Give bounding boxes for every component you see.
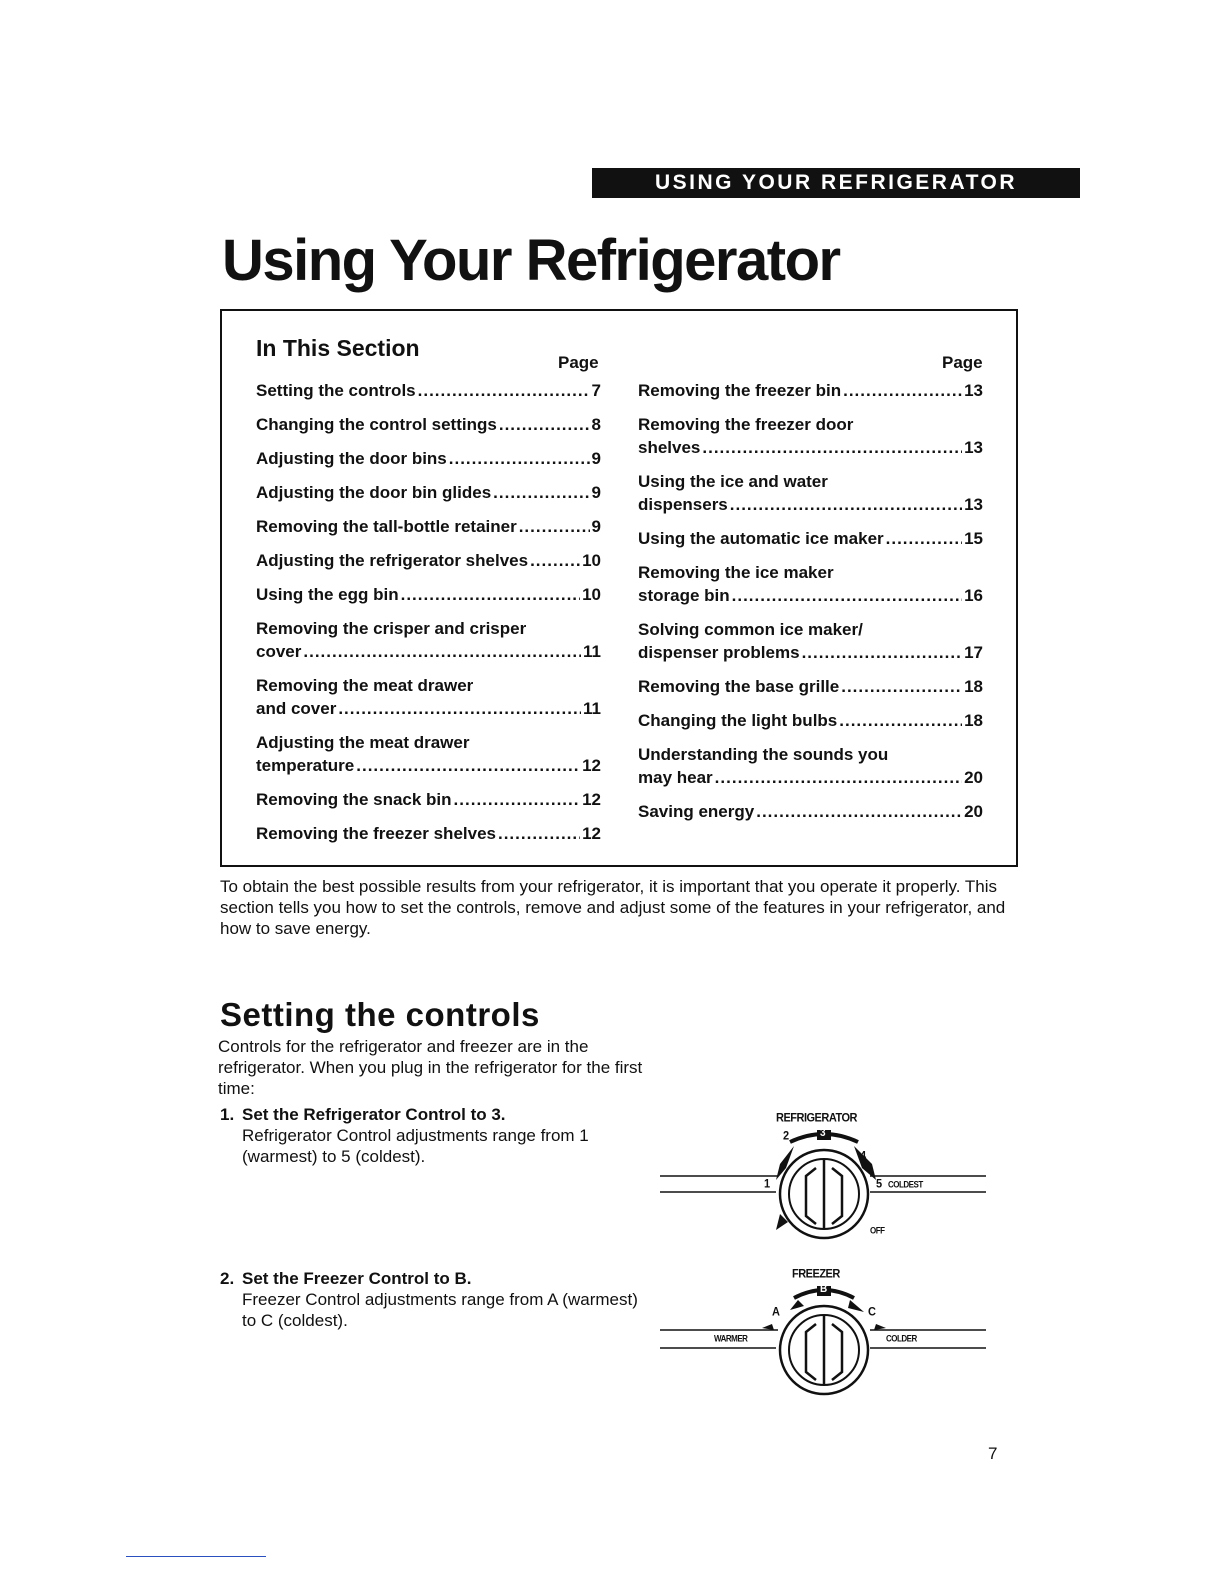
toc-entry xyxy=(638,709,983,732)
toc-entry-page: 20 xyxy=(964,802,983,821)
step-number: 2. xyxy=(220,1269,235,1288)
toc-leader-dots xyxy=(338,697,581,720)
toc-entry-page: 12 xyxy=(582,756,601,775)
step-number: 1. xyxy=(220,1105,235,1124)
toc-leader-dots xyxy=(886,527,962,550)
toc-entry xyxy=(256,379,601,402)
toc-entry-page: 7 xyxy=(591,381,601,400)
toc-entry xyxy=(638,743,983,789)
freezer-dial-setting: B xyxy=(820,1283,827,1296)
toc-entry-page: 15 xyxy=(964,529,983,548)
freezer-colder-label: COLDER xyxy=(886,1333,917,1344)
toc-entry-text: Removing the base grille xyxy=(638,677,840,696)
page-title: Using Your Refrigerator xyxy=(222,228,840,293)
toc-entry xyxy=(638,800,983,823)
toc-entry-text: Adjusting the meat drawer xyxy=(256,733,470,752)
toc-entry-page: 10 xyxy=(582,585,601,604)
toc-leader-dots xyxy=(454,788,581,811)
toc-entry xyxy=(638,413,983,459)
toc-entry-text: Removing the crisper and crisper xyxy=(256,619,527,638)
refrigerator-dial-icon xyxy=(658,1124,988,1254)
toc-entry xyxy=(256,447,601,470)
freezer-dial-icon xyxy=(658,1280,988,1405)
toc-leader-dots xyxy=(493,481,589,504)
toc-entry-text: Removing the freezer door xyxy=(638,415,854,434)
toc-entry-text: shelves xyxy=(638,438,701,457)
freezer-dial-mark-a: A xyxy=(772,1305,780,1319)
toc-entry-text: Understanding the sounds you xyxy=(638,745,889,764)
refrigerator-dial-mark-2: 2 xyxy=(783,1129,789,1143)
toc-heading: In This Section xyxy=(256,335,420,361)
toc-entry-text: Removing the tall-bottle retainer xyxy=(256,517,517,536)
toc-leader-dots xyxy=(303,640,581,663)
toc-entry xyxy=(256,515,601,538)
intro-paragraph: To obtain the best possible results from your refrigerator, it is important that you operate it properly. This section tells you how to set the controls, remove and adjust some of the features in your refrigerator, and how to save energy. xyxy=(220,877,1006,938)
toc-leader-dots xyxy=(732,584,962,607)
toc-entry-text: Using the ice and water xyxy=(638,472,828,491)
toc-entry-text: Setting the controls xyxy=(256,381,416,400)
toc-entry xyxy=(638,618,983,664)
refrigerator-coldest-label: COLDEST xyxy=(888,1179,923,1190)
toc-entry-page: 9 xyxy=(591,483,601,502)
toc-entry-text: Removing the freezer shelves xyxy=(256,824,496,843)
toc-entry-page: 20 xyxy=(964,768,983,787)
toc-entry-text: Adjusting the refrigerator shelves xyxy=(256,551,529,570)
toc-entry xyxy=(256,583,601,606)
refrigerator-dial-label: REFRIGERATOR xyxy=(776,1111,857,1125)
toc-entry xyxy=(638,470,983,516)
toc-entry xyxy=(638,527,983,550)
toc-leader-dots xyxy=(715,766,962,789)
freezer-warmer-label: WARMER xyxy=(714,1333,748,1344)
toc-entry-text: Adjusting the door bin glides xyxy=(256,483,492,502)
toc-entry-text: temperature xyxy=(256,756,355,775)
toc-leader-dots xyxy=(418,379,590,402)
section-heading: Setting the controls xyxy=(220,996,540,1033)
toc-entry-text: Changing the control settings xyxy=(256,415,497,434)
toc-entry-text: Solving common ice maker/ xyxy=(638,620,863,639)
toc-entry-text: dispensers xyxy=(638,495,728,514)
toc-leader-dots xyxy=(519,515,590,538)
toc-entry-page: 12 xyxy=(582,824,601,843)
toc-leader-dots xyxy=(756,800,962,823)
toc-entry-page: 9 xyxy=(591,449,601,468)
toc-entry-text: dispenser problems xyxy=(638,643,800,662)
toc-entry-page: 13 xyxy=(964,381,983,400)
toc-leader-dots xyxy=(499,413,590,436)
toc-entry-page: 8 xyxy=(591,415,601,434)
toc-leader-dots xyxy=(802,641,963,664)
section-banner: USING YOUR REFRIGERATOR xyxy=(592,168,1080,198)
toc-entry-page: 17 xyxy=(964,643,983,662)
refrigerator-dial-setting: 3 xyxy=(820,1127,826,1140)
toc-entry-text: Removing the ice maker xyxy=(638,563,834,582)
toc-entry-text: Saving energy xyxy=(638,802,755,821)
toc-entry-page: 11 xyxy=(583,699,601,718)
toc-entry-text: Using the egg bin xyxy=(256,585,399,604)
step-title: Set the Freezer Control to B. xyxy=(242,1269,472,1288)
toc-right-column xyxy=(638,379,983,834)
toc-entry-page: 18 xyxy=(964,677,983,696)
toc-leader-dots xyxy=(401,583,580,606)
toc-page-label-left: Page xyxy=(558,353,599,372)
toc-entry-text: storage bin xyxy=(638,586,730,605)
toc-entry-text: Removing the meat drawer xyxy=(256,676,474,695)
refrigerator-dial-mark-5: 5 xyxy=(876,1177,882,1191)
freezer-dial-mark-c: C xyxy=(868,1305,876,1319)
toc-entry xyxy=(256,413,601,436)
toc-leader-dots xyxy=(702,436,962,459)
toc-left-column xyxy=(256,379,601,856)
toc-entry xyxy=(638,379,983,402)
toc-entry-page: 11 xyxy=(583,642,601,661)
page-number: 7 xyxy=(988,1444,998,1463)
toc-entry-page: 18 xyxy=(964,711,983,730)
toc-leader-dots xyxy=(730,493,962,516)
toc-leader-dots xyxy=(449,447,590,470)
step-title: Set the Refrigerator Control to 3. xyxy=(242,1105,506,1124)
toc-entry-text: cover xyxy=(256,642,302,661)
toc-entry xyxy=(256,788,601,811)
toc-entry-page: 16 xyxy=(964,586,983,605)
toc-entry-page: 13 xyxy=(964,438,983,457)
step-2 xyxy=(220,1268,640,1331)
toc-leader-dots xyxy=(839,709,962,732)
toc-entry xyxy=(638,561,983,607)
toc-leader-dots xyxy=(498,822,580,845)
step-1 xyxy=(220,1104,640,1167)
toc-entry-text: may hear xyxy=(638,768,713,787)
toc-entry xyxy=(256,674,601,720)
toc-entry xyxy=(638,675,983,698)
refrigerator-dial-mark-1: 1 xyxy=(764,1177,770,1191)
toc-entry-page: 10 xyxy=(582,551,601,570)
toc-entry-text: Removing the snack bin xyxy=(256,790,452,809)
toc-entry-text: Removing the freezer bin xyxy=(638,381,842,400)
refrigerator-off-label: OFF xyxy=(870,1225,885,1236)
toc-entry-text: and cover xyxy=(256,699,337,718)
freezer-dial-label: FREEZER xyxy=(792,1267,840,1281)
toc-leader-dots xyxy=(530,549,580,572)
step-body: Refrigerator Control adjustments range from 1 (warmest) to 5 (coldest). xyxy=(242,1126,589,1166)
footer-rule xyxy=(126,1556,266,1557)
toc-leader-dots xyxy=(356,754,580,777)
toc-entry-text: Changing the light bulbs xyxy=(638,711,838,730)
toc-leader-dots xyxy=(843,379,962,402)
toc-entry-page: 12 xyxy=(582,790,601,809)
toc-entry xyxy=(256,822,601,845)
toc-entry-text: Using the automatic ice maker xyxy=(638,529,884,548)
toc-entry xyxy=(256,481,601,504)
section-intro: Controls for the refrigerator and freezer are in the refrigerator. When you plug in the refrigerator for the first time: xyxy=(218,1037,643,1098)
toc-page-label-right: Page xyxy=(942,353,983,372)
refrigerator-dial-mark-4: 4 xyxy=(860,1149,866,1163)
toc-entry-text: Adjusting the door bins xyxy=(256,449,447,468)
toc-entry xyxy=(256,549,601,572)
toc-entry xyxy=(256,617,601,663)
toc-box xyxy=(220,309,1018,867)
toc-leader-dots xyxy=(841,675,962,698)
toc-entry-page: 13 xyxy=(964,495,983,514)
toc-entry xyxy=(256,731,601,777)
toc-entry-page: 9 xyxy=(591,517,601,536)
step-body: Freezer Control adjustments range from A (warmest) to C (coldest). xyxy=(242,1290,638,1330)
